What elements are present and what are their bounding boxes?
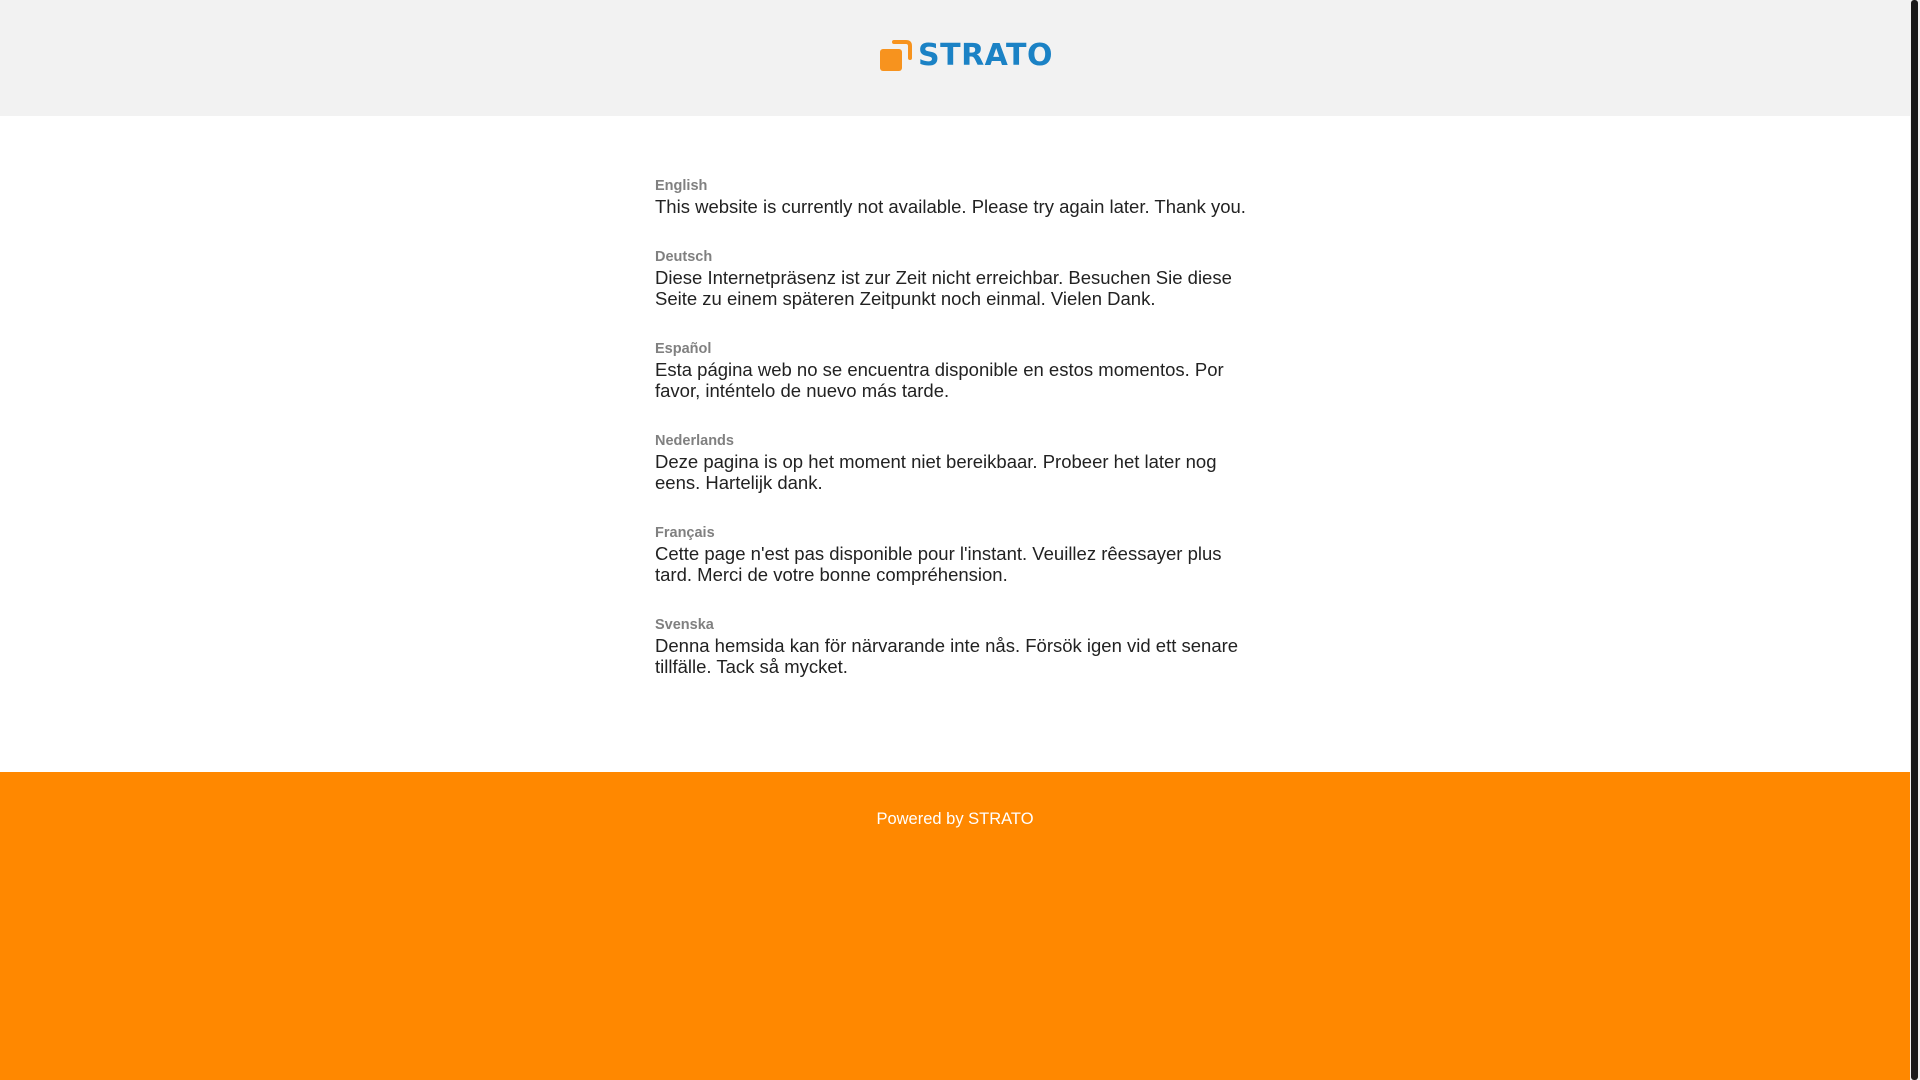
strato-logo-icon	[880, 40, 912, 72]
lang-block-deutsch	[655, 247, 1255, 309]
lang-message: Cette page n'est pas disponible pour l'instant. Veuillez rêessayer plus tard. Merci de votre bonne compréhension.	[655, 543, 1222, 585]
lang-block-francais	[655, 523, 1255, 585]
lang-name: Français	[655, 525, 715, 541]
lang-message: Diese Internetpräsenz ist zur Zeit nicht erreichbar. Besuchen Sie diese Seite zu einem späteren Zeitpunkt noch einmal. Vielen Dank.	[655, 267, 1232, 309]
lang-name: Svenska	[655, 617, 714, 633]
scrollbar-thumb[interactable]	[1911, 0, 1918, 1080]
strato-logo[interactable]	[880, 38, 1054, 74]
lang-message: This website is currently not available. Please try again later. Thank you.	[655, 196, 1246, 217]
header	[0, 0, 1910, 116]
lang-block-english	[655, 176, 1255, 217]
lang-message: Esta página web no se encuentra disponible en estos momentos. Por favor, inténtelo de nuevo más tarde.	[655, 359, 1224, 401]
message-list	[655, 176, 1255, 707]
lang-message: Denna hemsida kan för närvarande inte nås. Försök igen vid ett senare tillfälle. Tack så mycket.	[655, 635, 1239, 677]
lang-name: Deutsch	[655, 249, 713, 265]
lang-block-nederlands	[655, 431, 1255, 493]
lang-name: English	[655, 178, 708, 194]
lang-block-espanol	[655, 339, 1255, 401]
lang-message: Deze pagina is op het moment niet bereikbaar. Probeer het later nog eens. Hartelijk dank.	[655, 451, 1217, 493]
lang-name: Nederlands	[655, 433, 734, 449]
lang-name: Español	[655, 341, 712, 357]
footer	[0, 772, 1910, 1080]
lang-block-svenska	[655, 615, 1255, 677]
logo-text: STRATO	[918, 38, 1054, 73]
powered-by-text[interactable]: Powered by STRATO	[876, 810, 1034, 828]
